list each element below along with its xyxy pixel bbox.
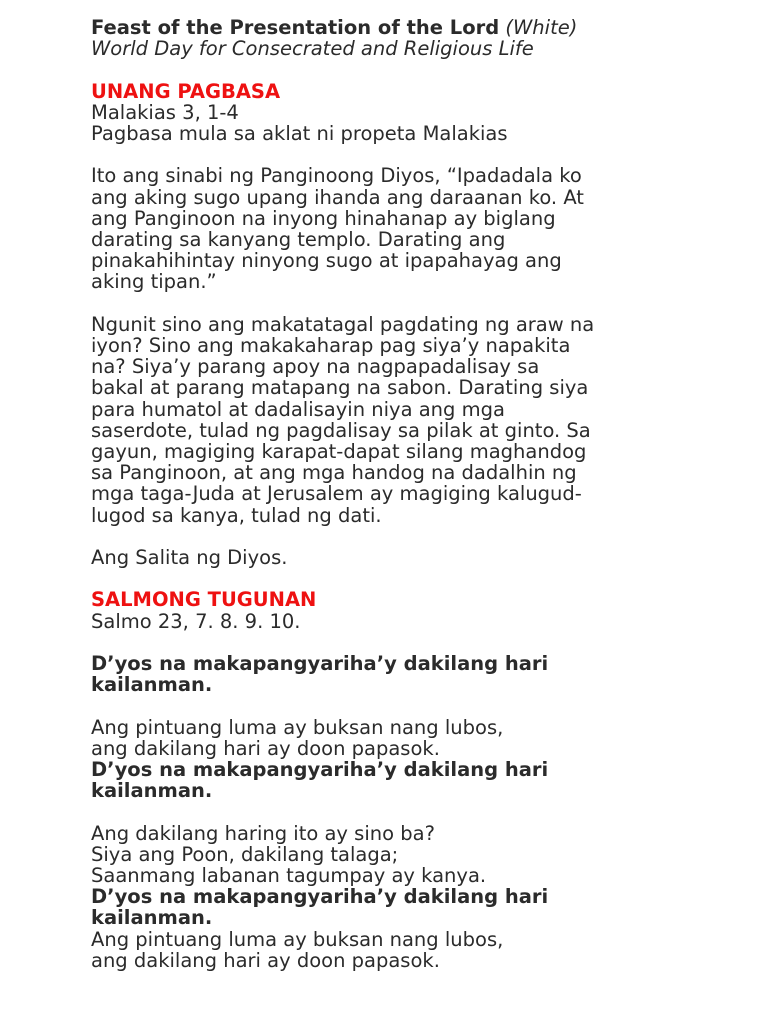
stanza-line: Ang pintuang luma ay buksan nang lubos,	[91, 927, 504, 951]
text-line: sa Panginoon, at ang mga handog na dadalhin ng	[91, 461, 577, 485]
text-line: ang Panginoon na inyong hinahanap ay biglang	[91, 206, 556, 230]
text-line: iyon? Sino ang makakaharap pag siya’y napakita	[91, 334, 571, 357]
text-line: ang aking sugo upang ihanda ang daraanan ko. At	[91, 185, 584, 209]
stanza-line: ang dakilang hari ay doon papasok.	[91, 948, 440, 972]
stanza-line: Saanmang labanan tagumpay ay kanya.	[91, 864, 487, 887]
text-line: na? Siya’y parang apoy na nagpapadalisay sa	[91, 355, 540, 379]
psalm-heading: SALMONG TUGUNAN	[91, 588, 317, 612]
feast-title-line	[91, 17, 691, 38]
text-line: mga taga-Juda at Jerusalem ay magiging kalugud-	[91, 482, 582, 506]
response-line: kailanman.	[91, 906, 213, 930]
text-line: aking tipan.”	[91, 270, 217, 294]
response-line: kailanman.	[91, 673, 213, 697]
stanza-line: Siya ang Poon, dakilang talaga;	[91, 842, 399, 866]
feast-subtitle: World Day for Consecrated and Religious Life	[91, 37, 534, 61]
stanza-line: Ang dakilang haring ito ay sino ba?	[91, 821, 435, 845]
first-reading-source: Pagbasa mula sa aklat ni propeta Malakias	[91, 122, 508, 145]
text-line: Ngunit sino ang makatatagal pagdating ng araw na	[91, 312, 595, 336]
text-line: lugod sa kanya, tulad ng dati.	[91, 503, 382, 527]
text-line: darating sa kanyang templo. Darating ang	[91, 228, 506, 251]
stanza-line: Ang pintuang luma ay buksan nang lubos,	[91, 715, 504, 739]
text-line: bakal at parang matapang na sabon. Darating siya	[91, 376, 589, 400]
psalm-stanza-3	[91, 929, 691, 971]
first-reading-closing: Ang Salita ng Diyos.	[91, 546, 288, 570]
text-line: gayun, magiging karapat-dapat silang maghandog	[91, 440, 587, 464]
liturgical-color: (White)	[505, 16, 578, 39]
psalm-stanza-1	[91, 717, 691, 759]
psalm-reference: Salmo 23, 7. 8. 9. 10.	[91, 609, 301, 633]
first-reading-paragraph-1	[91, 165, 691, 292]
first-reading-paragraph-2	[91, 314, 691, 526]
text-line: Ito ang sinabi ng Panginoong Diyos, “Ipadadala ko	[91, 164, 582, 188]
text-line: para humatol at dadalisayin niya ang mga	[91, 397, 505, 421]
first-reading-reference: Malakias 3, 1-4	[91, 100, 239, 124]
response-line: D’yos na makapangyariha’y dakilang hari	[91, 885, 549, 909]
first-reading-heading: UNANG PAGBASA	[91, 79, 281, 103]
response-line: D’yos na makapangyariha’y dakilang hari	[91, 758, 549, 781]
psalm-response	[91, 759, 691, 801]
psalm-response	[91, 886, 691, 928]
feast-title: Feast of the Presentation of the Lord	[91, 16, 500, 39]
text-line: pinakahihintay ninyong sugo at ipapahayag ang	[91, 249, 562, 273]
psalm-response	[91, 653, 691, 695]
response-line: kailanman.	[91, 779, 213, 803]
psalm-stanza-2	[91, 823, 691, 887]
stanza-line: ang dakilang hari ay doon papasok.	[91, 736, 440, 760]
response-line: D’yos na makapangyariha’y dakilang hari	[91, 652, 549, 675]
text-line: saserdote, tulad ng pagdalisay sa pilak at ginto. Sa	[91, 418, 591, 442]
